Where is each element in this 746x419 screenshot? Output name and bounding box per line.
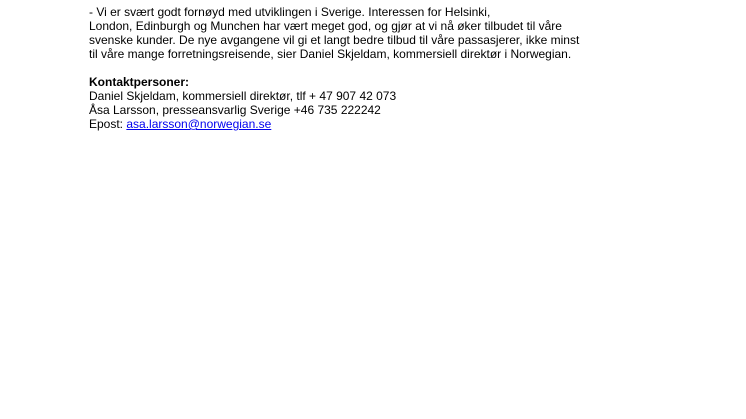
contacts-section — [89, 75, 729, 131]
paragraph-gap — [89, 61, 729, 75]
contact-person-2: Åsa Larsson, presseansvarlig Sverige +46 735 222242 — [89, 103, 381, 117]
email-link[interactable]: asa.larsson@norwegian.se — [126, 117, 272, 131]
email-label: Epost: — [89, 117, 127, 131]
document-page — [89, 5, 729, 131]
quote-line: London, Edinburgh og Munchen har vært meget god, og gjør at vi nå øker tilbudet til våre — [89, 19, 562, 33]
contacts-heading: Kontaktpersoner: — [89, 75, 190, 89]
contact-email-line — [89, 117, 729, 131]
quote-line: - Vi er svært godt fornøyd med utviklingen i Sverige. Interessen for Helsinki, — [89, 5, 491, 19]
contact-person-1: Daniel Skjeldam, kommersiell direktør, tlf + 47 907 42 073 — [89, 89, 397, 103]
quote-line: svenske kunder. De nye avgangene vil gi et langt bedre tilbud til våre passasjerer, ikke minst — [89, 33, 580, 47]
quote-paragraph — [89, 5, 729, 61]
quote-line: til våre mange forretningsreisende, sier Daniel Skjeldam, kommersiell direktør i Norwegian. — [89, 47, 572, 61]
